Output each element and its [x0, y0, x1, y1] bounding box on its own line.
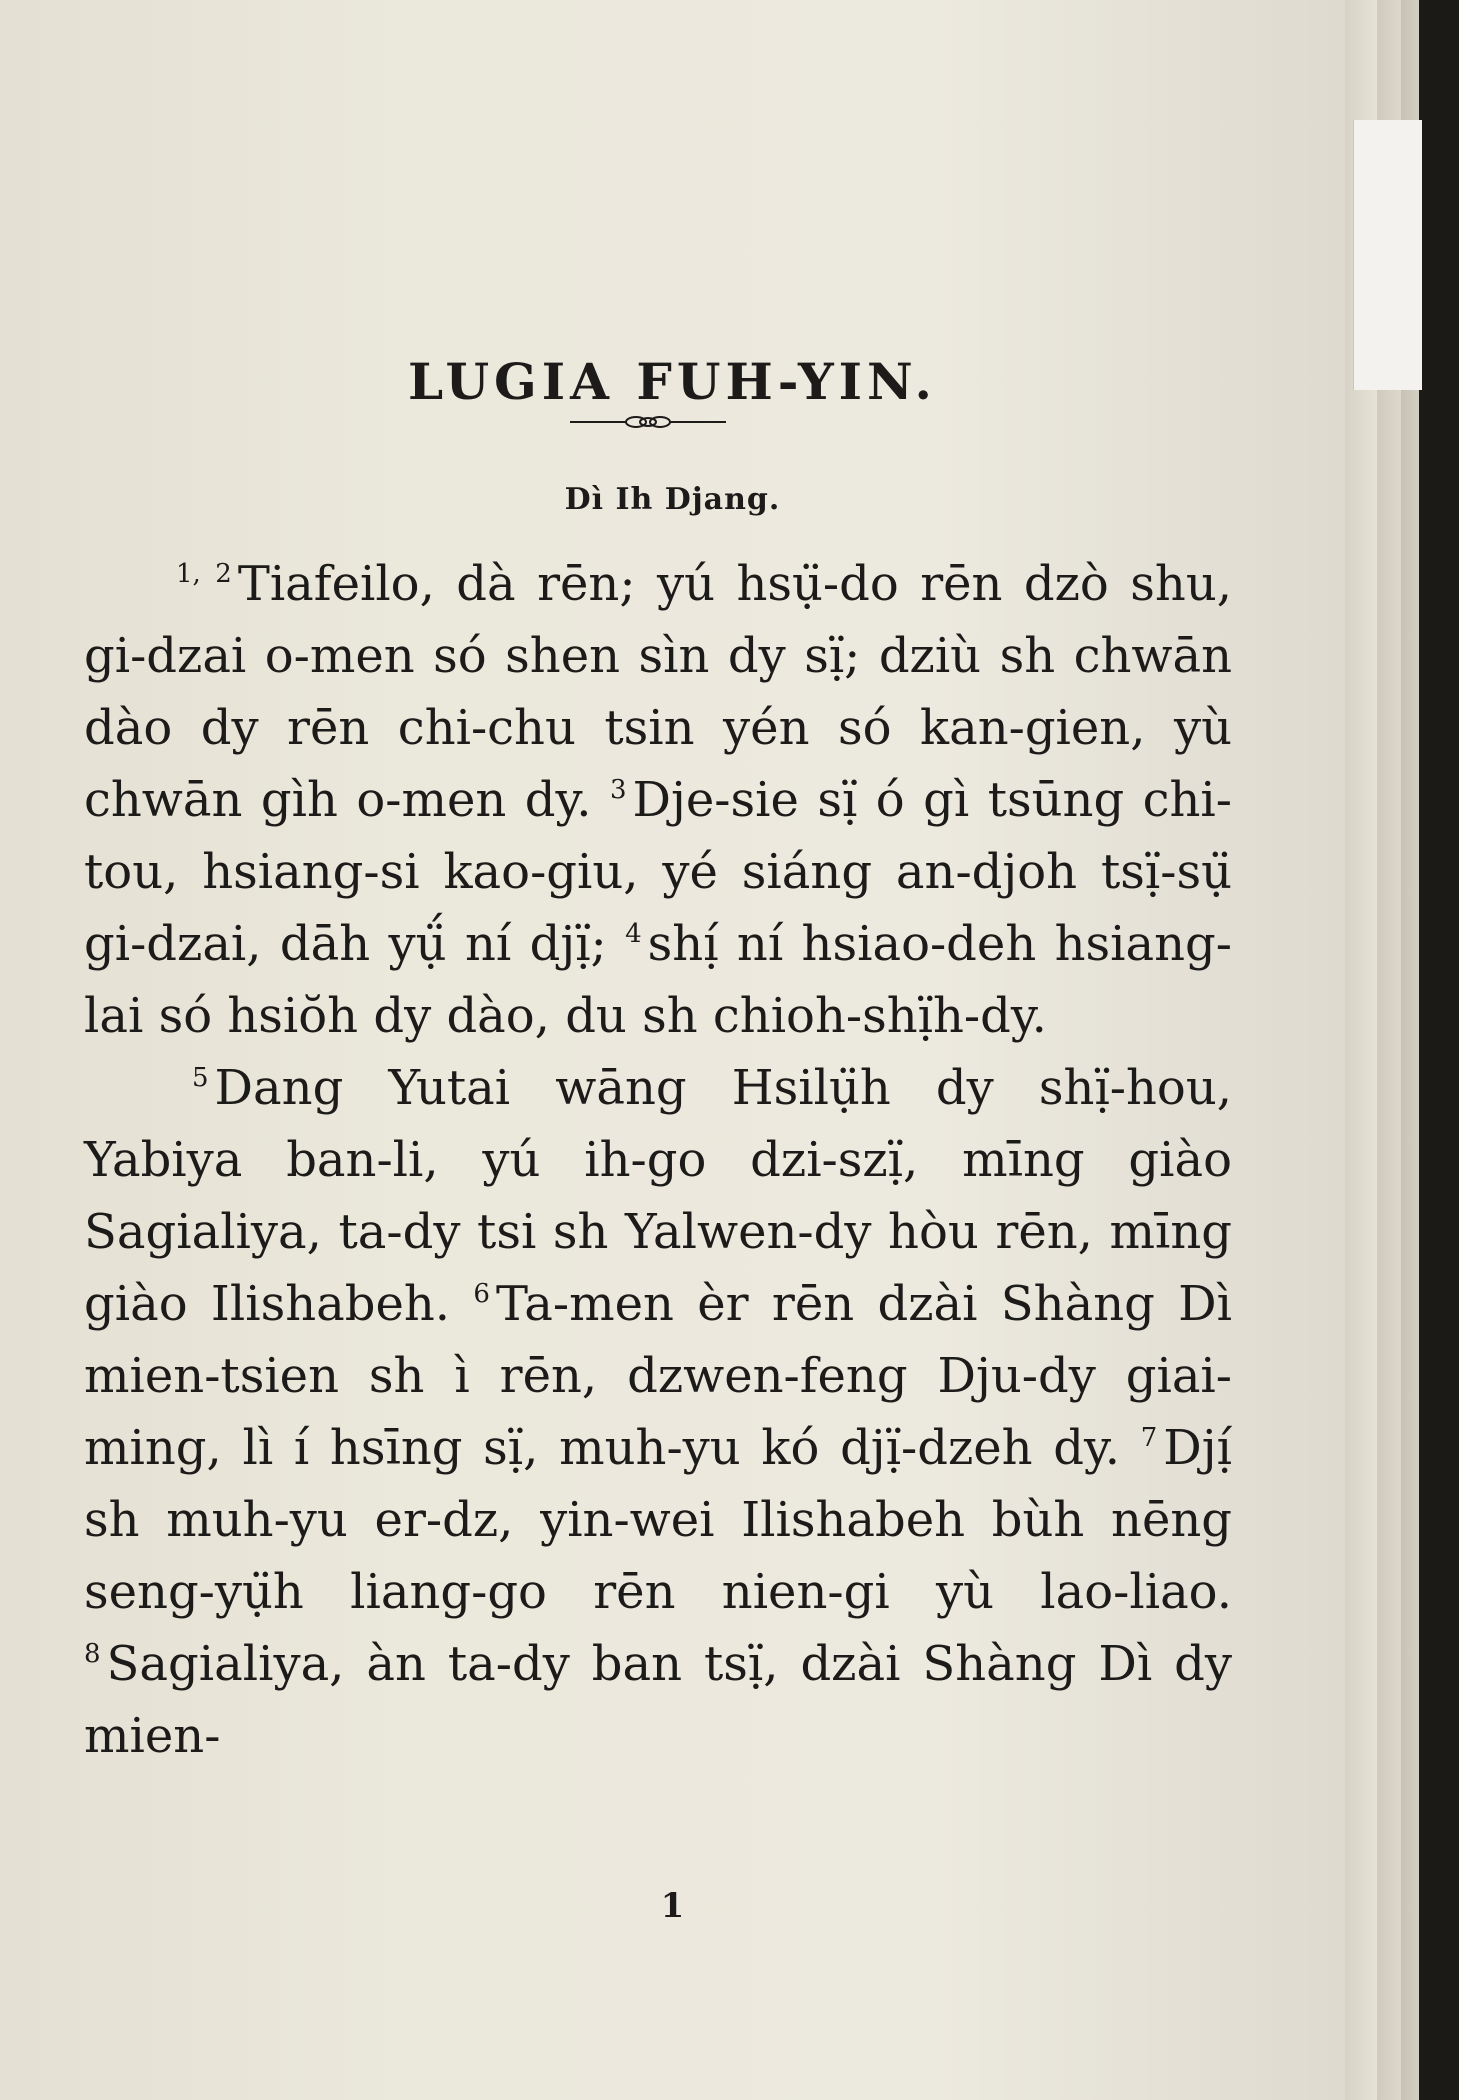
- verse-text: shị́ ní hsiao-deh hsiang-lai só hsiŏh dy dào, du sh chioh-shị̈h-dy.: [84, 916, 1232, 1044]
- verse-text: Djị́ sh muh-yu er-dz, yin-wei Ilishabeh bùh nēng seng-yụ̈h liang-go rēn nien-gi yù lao-liao.: [84, 1420, 1232, 1620]
- verse-text: Ta-men èr rēn dzài Shàng Dì mien-tsien sh ì rēn, dzwen-feng Dju-dy giai-ming, lì í hsīng sị̈, muh-yu kó djị̈-dzeh dy.: [84, 1276, 1233, 1476]
- book-title: LUGIA FUH-YIN.: [408, 351, 937, 411]
- verse-text: Tiafeilo, dà rēn; yú hsụ̈-do rēn dzò shu, gi-dzai o-men só shen sìn dy sị̈; dziù sh chwān dào dy rēn chi-chu tsin yén só kan-gien, yù chwān gìh o-men dy.: [84, 556, 1232, 828]
- ornamental-divider-icon: [568, 412, 728, 432]
- verse-number: 4: [625, 919, 642, 949]
- verse-number: 5: [192, 1063, 209, 1093]
- page-number: 1: [660, 1886, 685, 1926]
- verse-number: 8: [84, 1639, 101, 1669]
- paragraph-2: [84, 1052, 1232, 1772]
- verse-text: Sagialiya, àn ta-dy ban tsị̈, dzài Shàng Dì dy mien-: [84, 1636, 1232, 1764]
- paper-tab: [1353, 120, 1422, 390]
- verse-number: 1, 2: [176, 559, 232, 589]
- verse-number: 7: [1140, 1423, 1158, 1453]
- chapter-heading: Dì Ih Djang.: [564, 482, 781, 517]
- verse-number: 6: [473, 1279, 490, 1309]
- paragraph-1: [84, 548, 1232, 1052]
- verse-text: Dje-sie sị̈ ó gì tsūng chi-tou, hsiang-si kao-giu, yé siáng an-djoh tsị̈-sụ̈ gi-dzai, dāh yụ̈́ ní djị̈;: [84, 772, 1233, 972]
- verse-text: Dang Yutai wāng Hsilụ̈h dy shị̈-hou, Yabiya ban-li, yú ih-go dzi-szị̈, mīng giào Sagialiya, ta-dy tsi sh Yalwen-dy hòu rēn, mīng giào Ilishabeh.: [84, 1060, 1232, 1332]
- verse-number: 3: [609, 775, 627, 805]
- scripture-text: [84, 548, 1232, 1772]
